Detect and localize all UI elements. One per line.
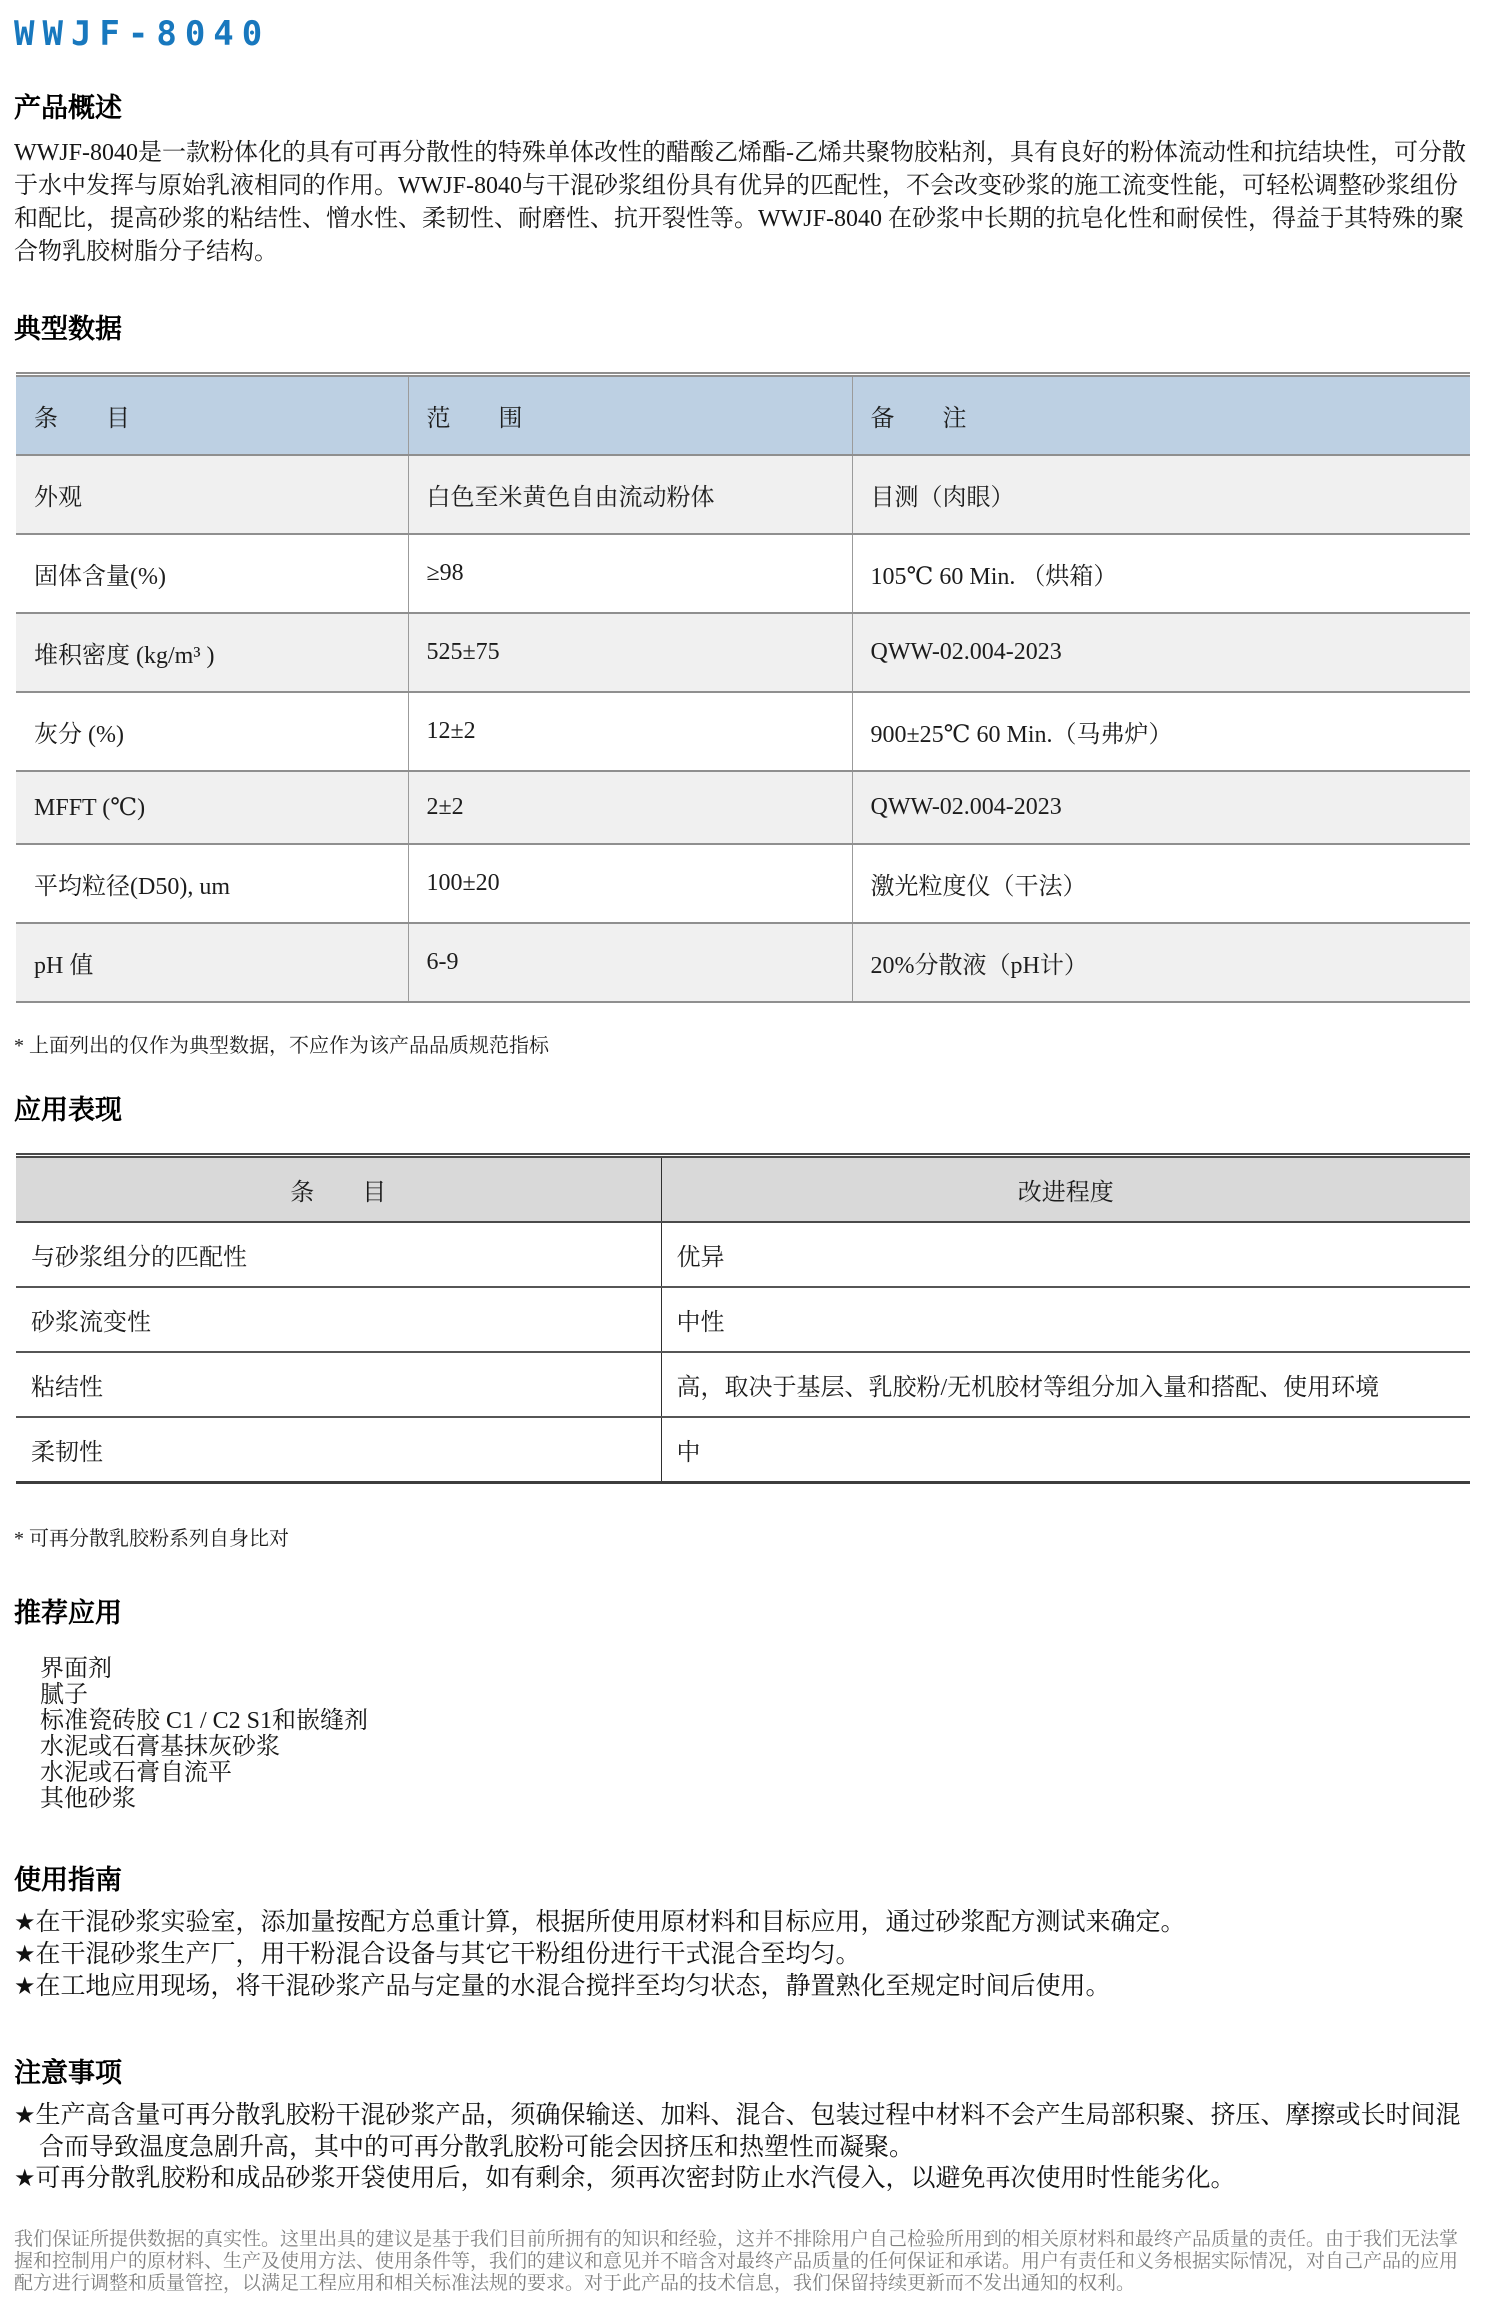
cell-remark: 20%分散液（pH计） — [852, 923, 1470, 1002]
cell-range: 12±2 — [408, 692, 852, 771]
star-bullet-icon: ★ — [14, 2166, 36, 2192]
application-footnote: * 可再分散乳胶粉系列自身比对 — [14, 1528, 289, 1550]
cell-item: MFFT (℃) — [16, 771, 408, 844]
cell-remark: 目测（肉眼） — [852, 455, 1470, 534]
cell-item: 平均粒径(D50), um — [16, 844, 408, 923]
typical-data-table — [16, 372, 1470, 1003]
table-header-row — [16, 1156, 1470, 1223]
star-bullet-icon: ★ — [14, 1974, 36, 2000]
cell-remark: 激光粒度仪（干法） — [852, 844, 1470, 923]
product-title: WWJF-8040 — [14, 14, 271, 54]
section-heading-recommended: 推荐应用 — [14, 1598, 122, 1628]
cell-improvement: 中 — [661, 1417, 1470, 1483]
section-heading-overview: 产品概述 — [14, 93, 122, 123]
cell-item: 固体含量(%) — [16, 534, 408, 613]
col-header-range: 范 围 — [408, 375, 852, 456]
usage-item-text: 在干混砂浆实验室，添加量按配方总重计算，根据所使用原材料和目标应用，通过砂浆配方测试来确定。 — [35, 1909, 1186, 1936]
list-item: 水泥或石膏基抹灰砂浆 — [40, 1734, 280, 1760]
cell-range: 白色至米黄色自由流动粉体 — [408, 455, 852, 534]
table-row — [16, 1287, 1470, 1352]
table-row — [16, 771, 1470, 844]
list-item — [14, 1907, 1474, 1939]
col-header-item: 条 目 — [16, 375, 408, 456]
list-item: 水泥或石膏自流平 — [40, 1760, 232, 1786]
table-row — [16, 613, 1470, 692]
section-heading-notes: 注意事项 — [14, 2058, 122, 2088]
table-row — [16, 534, 1470, 613]
star-bullet-icon: ★ — [14, 1910, 36, 1936]
cell-improvement: 中性 — [661, 1287, 1470, 1352]
usage-list — [14, 1907, 1470, 2003]
cell-item: 柔韧性 — [16, 1417, 661, 1483]
table-row — [16, 692, 1470, 771]
cell-item: 堆积密度 (kg/m³ ) — [16, 613, 408, 692]
list-item — [14, 2100, 1474, 2163]
cell-improvement: 优异 — [661, 1222, 1470, 1287]
table-row — [16, 1352, 1470, 1417]
table-header-row — [16, 375, 1470, 456]
cell-improvement: 高，取决于基层、乳胶粉/无机胶材等组分加入量和搭配、使用环境 — [661, 1352, 1470, 1417]
star-bullet-icon: ★ — [14, 1942, 36, 1968]
col-header-item: 条 目 — [16, 1156, 661, 1223]
cell-remark: 900±25℃ 60 Min.（马弗炉） — [852, 692, 1470, 771]
section-heading-application: 应用表现 — [14, 1095, 122, 1125]
usage-item-text: 在干混砂浆生产厂，用干粉混合设备与其它干粉组份进行干式混合至均匀。 — [35, 1941, 861, 1968]
list-item — [14, 2163, 1474, 2195]
table-row — [16, 1417, 1470, 1483]
table-row — [16, 844, 1470, 923]
list-item: 其他砂浆 — [40, 1786, 136, 1812]
disclaimer-text: 我们保证所提供数据的真实性。这里出具的建议是基于我们目前所拥有的知识和经验，这并不排除用户自己检验所用到的相关原材料和最终产品质量的责任。由于我们无法掌握和控制用户的原材料、生产及使用方法、使用条件等，我们的建议和意见并不暗含对最终产品质量的任何保证和承诺。用户有责任和义务根据实际情况，对自己产品的应用配方进行调整和质量管控，以满足工程应用和相关标准法规的要求。对于此产品的技术信息，我们保留持续更新而不发出通知的权利。 — [14, 2229, 1459, 2294]
cell-range: 100±20 — [408, 844, 852, 923]
list-item: 标准瓷砖胶 C1 / C2 S1和嵌缝剂 — [40, 1708, 369, 1734]
cell-remark: 105℃ 60 Min. （烘箱） — [852, 534, 1470, 613]
cell-item: 与砂浆组分的匹配性 — [16, 1222, 661, 1287]
section-heading-typical-data: 典型数据 — [14, 314, 122, 344]
table-row — [16, 923, 1470, 1002]
notes-list — [14, 2100, 1470, 2195]
cell-item: 粘结性 — [16, 1352, 661, 1417]
notes-item-text: 可再分散乳胶粉和成品砂浆开袋使用后，如有剩余，须再次密封防止水汽侵入，以避免再次使用时性能劣化。 — [35, 2165, 1236, 2192]
cell-range: 525±75 — [408, 613, 852, 692]
cell-item: 砂浆流变性 — [16, 1287, 661, 1352]
cell-remark: QWW-02.004-2023 — [852, 613, 1470, 692]
table-row — [16, 1222, 1470, 1287]
cell-remark: QWW-02.004-2023 — [852, 771, 1470, 844]
overview-paragraph: WWJF-8040是一款粉体化的具有可再分散性的特殊单体改性的醋酸乙烯酯-乙烯共聚物胶粘剂，具有良好的粉体流动性和抗结块性，可分散于水中发挥与原始乳液相同的作用。WWJF-8040与干混砂浆组份具有优异的匹配性，不会改变砂浆的施工流变性能，可轻松调整砂浆组份和配比，提高砂浆的粘结性、憎水性、柔韧性、耐磨性、抗开裂性等。WWJF-8040 在砂浆中长期的抗皂化性和耐侯性，得益于其特殊的聚合物乳胶树脂分子结构。 — [14, 140, 1466, 265]
cell-range: ≥98 — [408, 534, 852, 613]
col-header-improvement: 改进程度 — [661, 1156, 1470, 1223]
typical-data-footnote: * 上面列出的仅作为典型数据，不应作为该产品品质规范指标 — [14, 1035, 549, 1057]
section-heading-usage: 使用指南 — [14, 1865, 122, 1895]
cell-item: pH 值 — [16, 923, 408, 1002]
recommended-list — [40, 1656, 1470, 1812]
notes-item-text: 生产高含量可再分散乳胶粉干混砂浆产品，须确保输送、加料、混合、包装过程中材料不会产生局部积聚、挤压、摩擦或长时间混合而导致温度急剧升高，其中的可再分散乳胶粉可能会因挤压和热塑性而凝聚。 — [35, 2102, 1461, 2161]
cell-item: 灰分 (%) — [16, 692, 408, 771]
list-item — [14, 1971, 1474, 2003]
cell-item: 外观 — [16, 455, 408, 534]
cell-range: 2±2 — [408, 771, 852, 844]
application-table — [16, 1153, 1470, 1484]
list-item: 腻子 — [40, 1682, 88, 1708]
usage-item-text: 在工地应用现场，将干混砂浆产品与定量的水混合搅拌至均匀状态，静置熟化至规定时间后使用。 — [35, 1973, 1111, 2000]
col-header-remark: 备 注 — [852, 375, 1470, 456]
cell-range: 6-9 — [408, 923, 852, 1002]
table-row — [16, 455, 1470, 534]
star-bullet-icon: ★ — [14, 2103, 36, 2129]
list-item — [14, 1939, 1474, 1971]
list-item: 界面剂 — [40, 1656, 112, 1682]
